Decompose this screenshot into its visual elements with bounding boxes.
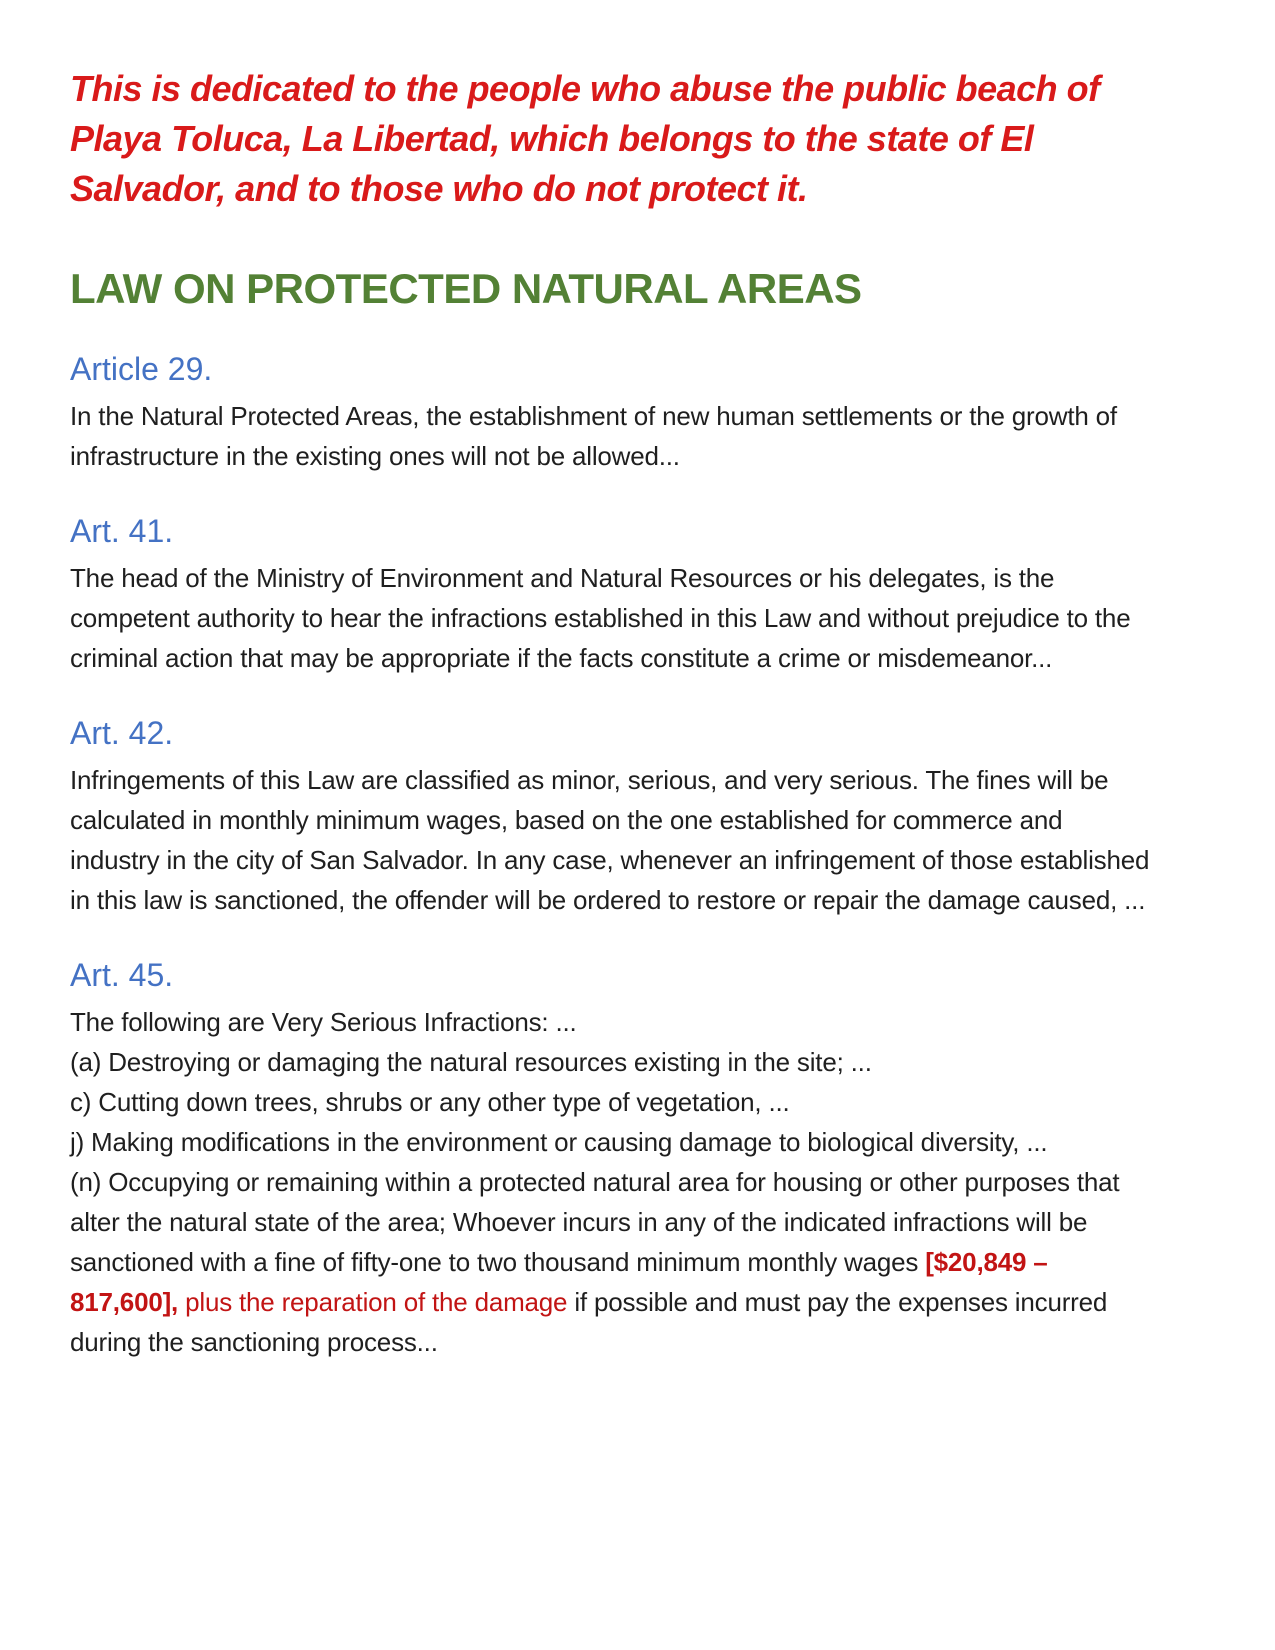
section-article-29 — [70, 348, 1150, 476]
sanctioning-process-tail: if possible and must pay the expenses incurred during the sanctioning process... — [70, 1287, 1108, 1357]
dedication-text: This is dedicated to the people who abuse the public beach of Playa Toluca, La Libertad, which belongs to the state of El Salvador, and to those who do not protect it. — [70, 68, 1100, 209]
section-art-45 — [70, 954, 1150, 1362]
paragraph-art-41: The head of the Ministry of Environment and Natural Resources or his delegates, is the competent authority to hear the infractions established in this Law and without prejudice to the criminal action that may be appropriate if the facts constitute a crime or misdemeanor... — [70, 563, 1131, 673]
paragraph-art-42: Infringements of this Law are classified as minor, serious, and very serious. The fines will be calculated in monthly minimum wages, based on the one established for commerce and industry in the city of San Salvador. In any case, whenever an infringement of those established in this law is sanctioned, the offender will be ordered to restore or repair the damage caused, ... — [70, 765, 1150, 915]
reparation-note: plus the reparation of the damage — [178, 1287, 575, 1317]
section-art-42 — [70, 712, 1150, 920]
section-heading-art-45: Art. 45. — [70, 957, 174, 993]
section-heading-art-41: Art. 41. — [70, 513, 174, 549]
section-heading-article-29: Article 29. — [70, 351, 213, 387]
section-art-41 — [70, 510, 1150, 678]
infraction-item-a: (a) Destroying or damaging the natural resources existing in the site; ... — [70, 1047, 872, 1077]
infractions-intro-line: The following are Very Serious Infractions: ... — [70, 1007, 577, 1037]
fine-range-amount: [$20,849 – 817,600], — [70, 1247, 1048, 1317]
infraction-item-n-lead: (n) Occupying or remaining within a protected natural area for housing or other purposes that alter the natural state of the area; Whoever incurs in any of the indicated infractions will be sanctioned with a fine of fifty-one to two thousand minimum monthly wages — [70, 1167, 1120, 1277]
paragraph-article-29: In the Natural Protected Areas, the establishment of new human settlements or the growth of infrastructure in the existing ones will not be allowed... — [70, 401, 1117, 471]
infraction-item-c: c) Cutting down trees, shrubs or any other type of vegetation, ... — [70, 1087, 790, 1117]
infraction-item-n-paragraph — [70, 1162, 1150, 1362]
document-title: LAW ON PROTECTED NATURAL AREAS — [70, 265, 862, 312]
section-heading-art-42: Art. 42. — [70, 715, 174, 751]
infraction-item-j: j) Making modifications in the environment or causing damage to biological diversity, ... — [70, 1127, 1048, 1157]
